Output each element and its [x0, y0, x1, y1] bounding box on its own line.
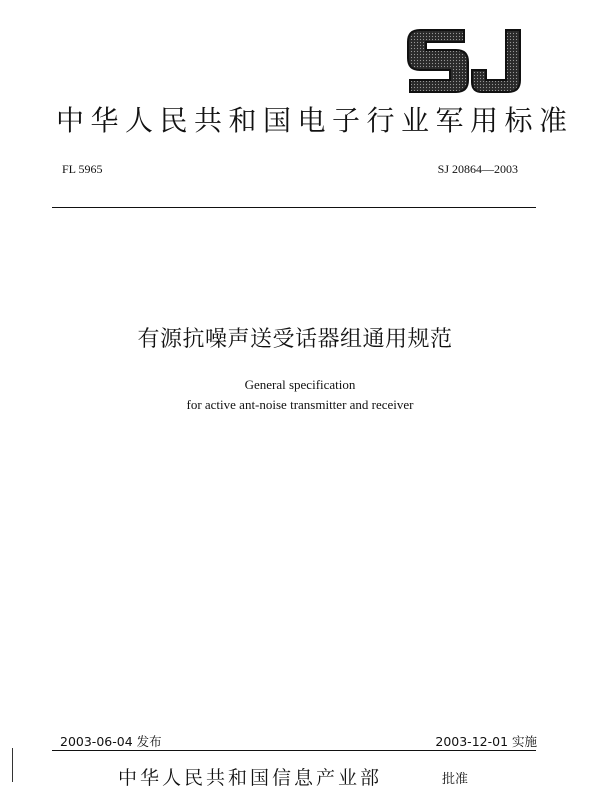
implementation-date: 2003-12-01 实施: [435, 734, 537, 749]
issuing-authority: 中华人民共和国信息产业部: [118, 767, 383, 789]
margin-mark: [12, 748, 13, 782]
classification-code: FL 5965: [62, 162, 103, 176]
title-chinese-row: [0, 322, 600, 353]
bottom-divider: [52, 750, 536, 751]
title-english-line1: General specification: [244, 377, 356, 392]
top-divider: [52, 207, 536, 208]
sj-logo: [404, 20, 524, 98]
title-chinese: 有源抗噪声送受话器组通用规范: [137, 327, 453, 352]
title-english-line2: for active ant-noise transmitter and receiver: [186, 397, 414, 412]
logo-letter-j: [472, 30, 520, 92]
approval-label: 批准: [442, 772, 469, 787]
logo-letter-s: [408, 30, 468, 92]
standard-type-heading: 中华人民共和国电子行业军用标准: [56, 104, 574, 137]
issue-date: 2003-06-04 发布: [60, 734, 162, 749]
standard-number: SJ 20864—2003: [437, 162, 518, 176]
